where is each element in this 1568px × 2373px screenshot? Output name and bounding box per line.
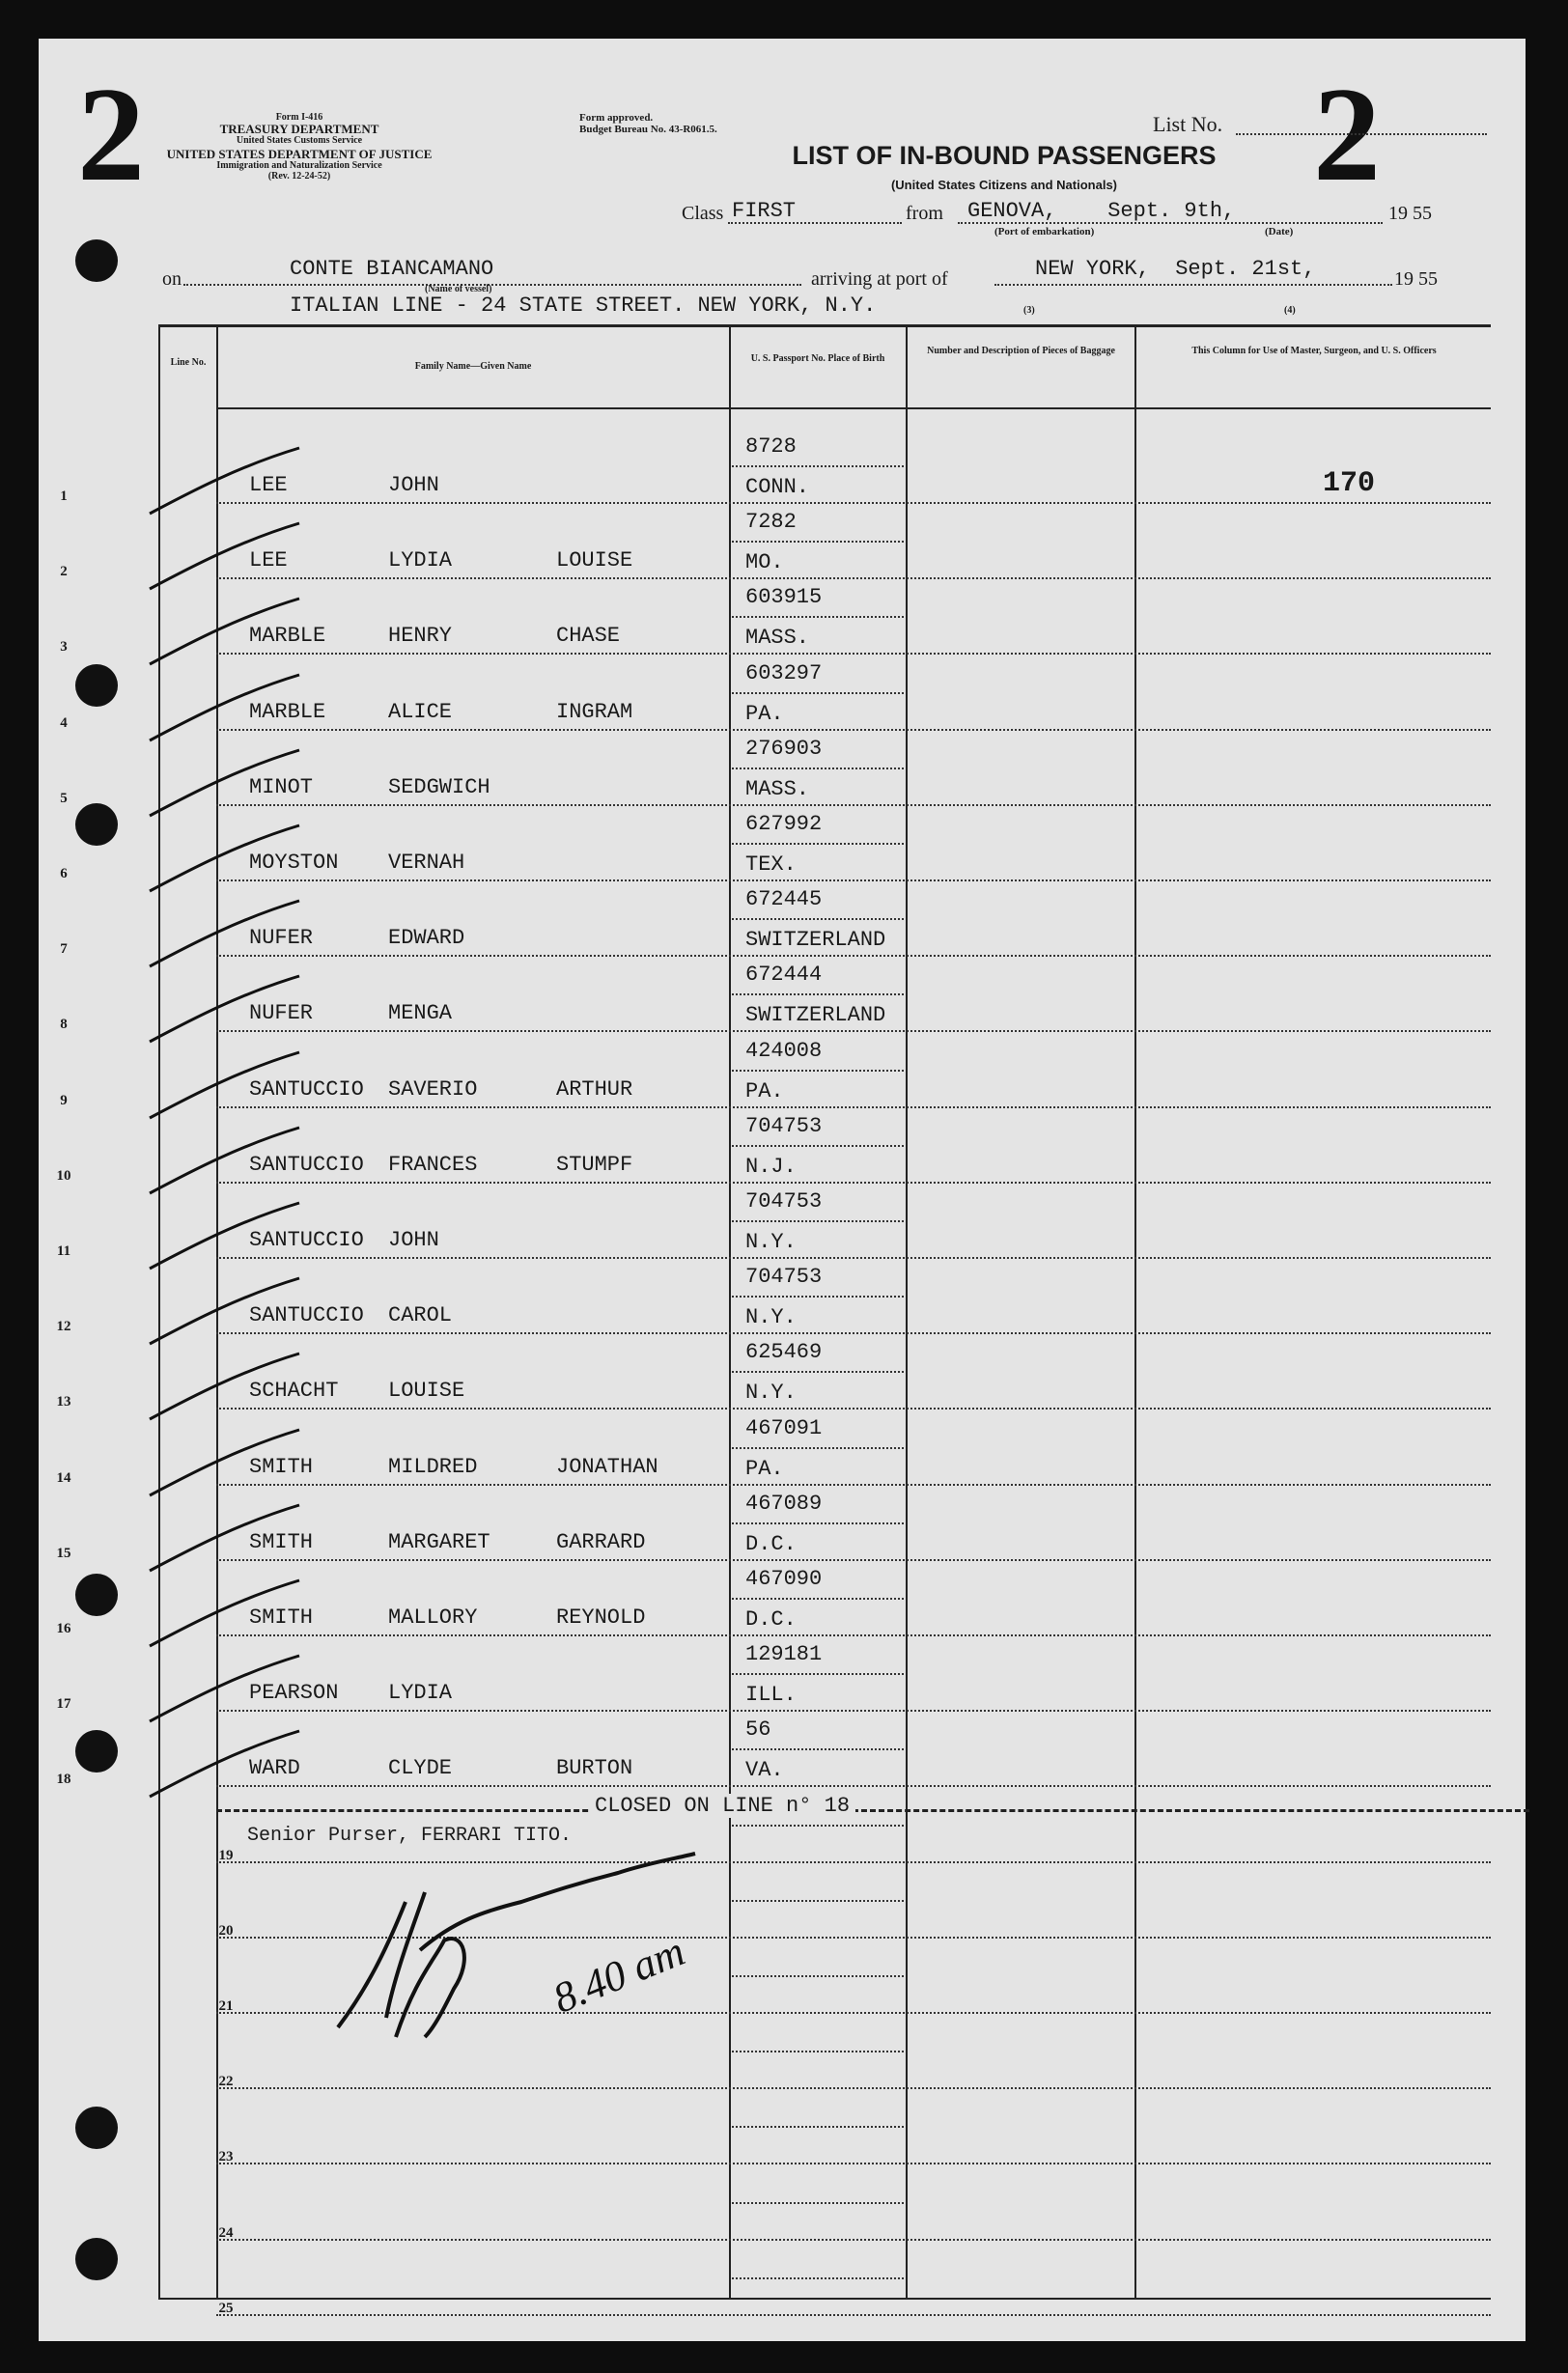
check-mark — [145, 1350, 309, 1427]
row-rule — [216, 1710, 1491, 1712]
year-embarkation: 19 55 — [1388, 203, 1432, 224]
page-title: LIST OF IN-BOUND PASSENGERS — [792, 141, 1217, 170]
arrival-line — [994, 284, 1392, 286]
place-of-birth: D.C. — [745, 1607, 797, 1632]
passport-number: 603297 — [745, 660, 823, 685]
row-rule — [216, 1484, 1491, 1486]
col-divider — [1134, 324, 1136, 2298]
line-number: 16 — [56, 1621, 71, 1636]
check-mark — [145, 1577, 309, 1654]
middle-name: BURTON — [556, 1756, 633, 1781]
revision-date: (Rev. 12-24-52) — [267, 171, 331, 181]
punch-hole — [75, 803, 118, 846]
place-of-birth: PA. — [745, 1078, 784, 1103]
middle-name: INGRAM — [556, 699, 633, 724]
caption-4: (4) — [1284, 305, 1296, 316]
year-arrival: 19 55 — [1394, 268, 1438, 290]
family-name: LEE — [249, 548, 288, 573]
place-of-birth: N.Y. — [745, 1381, 797, 1406]
passport-number: 129181 — [745, 1642, 823, 1667]
middle-name: ARTHUR — [556, 1076, 633, 1102]
given-name: VERNAH — [388, 851, 465, 875]
passport-mid-rule — [732, 1296, 904, 1298]
line-number: 4 — [60, 714, 68, 731]
given-name: EDWARD — [388, 926, 465, 951]
line-number: 3 — [60, 639, 68, 656]
officer-note: 170 — [1323, 467, 1376, 500]
arrival-port: NEW YORK, Sept. 21st, — [1035, 257, 1316, 281]
passport-mid-rule — [732, 1673, 904, 1675]
line-number: 1 — [60, 489, 68, 504]
passport-mid-rule — [732, 2202, 904, 2204]
row-rule — [216, 1030, 1491, 1032]
family-name: SMITH — [249, 1605, 314, 1630]
line-number: 6 — [60, 866, 68, 881]
family-name: MINOT — [249, 774, 314, 799]
line-number: 25 — [218, 2300, 234, 2316]
passport-mid-rule — [732, 1145, 904, 1147]
passport-mid-rule — [732, 541, 904, 543]
family-name: SANTUCCIO — [249, 1152, 364, 1177]
vessel-caption: (Name of vessel) — [425, 284, 492, 294]
passport-mid-rule — [732, 1220, 904, 1222]
check-mark — [145, 1124, 309, 1201]
line-number: 5 — [60, 790, 68, 806]
middle-name: REYNOLD — [556, 1605, 646, 1630]
list-no-label: List No. — [1153, 112, 1223, 136]
given-name: CAROL — [388, 1303, 453, 1328]
place-of-birth: D.C. — [745, 1531, 797, 1556]
check-mark — [145, 671, 309, 748]
line-number: 14 — [56, 1469, 71, 1486]
row-rule — [216, 955, 1491, 957]
line-number: 22 — [218, 2074, 234, 2090]
middle-name: GARRARD — [556, 1529, 646, 1554]
row-rule — [216, 577, 1491, 579]
punch-hole — [75, 664, 118, 707]
list-no-line — [1236, 133, 1487, 135]
passport-number: 276903 — [745, 736, 823, 761]
punch-hole — [75, 239, 118, 282]
family-name: SMITH — [249, 1454, 314, 1479]
line-number: 10 — [56, 1167, 71, 1184]
family-name: WARD — [249, 1756, 300, 1781]
check-mark — [145, 972, 309, 1049]
given-name: HENRY — [388, 624, 453, 649]
row-rule — [216, 1182, 1491, 1184]
passport-number: 672444 — [745, 963, 823, 988]
passport-mid-rule — [732, 1900, 904, 1902]
line-number: 7 — [60, 941, 68, 958]
passport-number: 467089 — [745, 1491, 823, 1516]
row-rule — [216, 1634, 1491, 1636]
from-line — [958, 222, 1383, 224]
check-mark — [145, 1199, 309, 1276]
check-mark — [145, 1501, 309, 1578]
row-rule — [216, 879, 1491, 881]
family-name: LEE — [249, 473, 288, 497]
row-rule — [216, 729, 1491, 731]
passport-number: 603915 — [745, 585, 823, 610]
line-number: 15 — [56, 1545, 71, 1561]
given-name: ALICE — [388, 699, 453, 724]
passport-number: 8728 — [745, 434, 797, 459]
passport-number: 467090 — [745, 1567, 823, 1591]
passport-number: 424008 — [745, 1038, 823, 1063]
passport-mid-rule — [732, 692, 904, 694]
col-header-name: Family Name—Given Name — [414, 361, 532, 372]
vessel-line — [183, 284, 801, 286]
middle-name: CHASE — [556, 624, 621, 649]
family-name: MOYSTON — [249, 851, 339, 875]
line-number: 12 — [56, 1319, 71, 1335]
middle-name: LOUISE — [556, 548, 633, 573]
check-mark — [145, 595, 309, 672]
row-rule — [216, 1106, 1491, 1108]
family-name: SANTUCCIO — [249, 1228, 364, 1252]
check-mark — [145, 1727, 309, 1804]
passport-number: 704753 — [745, 1265, 823, 1290]
handwritten-time: 8.40 am — [546, 1927, 691, 2023]
line-number: 11 — [56, 1243, 71, 1259]
place-of-birth: N.Y. — [745, 1230, 797, 1254]
place-of-birth: SWITZERLAND — [745, 928, 886, 953]
passport-mid-rule — [732, 1371, 904, 1373]
passport-number: 7282 — [745, 510, 797, 535]
check-mark — [145, 1048, 309, 1126]
check-mark — [145, 519, 309, 597]
passport-mid-rule — [732, 465, 904, 467]
passport-number: 56 — [745, 1717, 771, 1743]
passport-mid-rule — [732, 843, 904, 845]
col-header-officers: This Column for Use of Master, Surgeon, and U. S. Officers — [1191, 346, 1437, 356]
place-of-birth: VA. — [745, 1758, 784, 1783]
family-name: SCHACHT — [249, 1379, 339, 1404]
senior-purser: Senior Purser, FERRARI TITO. — [247, 1825, 573, 1847]
row-rule — [216, 2087, 1491, 2089]
passport-number: 704753 — [745, 1189, 823, 1214]
list-number-large: 2 — [1313, 60, 1381, 209]
given-name: SEDGWICH — [388, 774, 490, 799]
family-name: NUFER — [249, 1001, 314, 1026]
passport-mid-rule — [732, 1070, 904, 1072]
passport-mid-rule — [732, 768, 904, 769]
passport-mid-rule — [732, 2051, 904, 2052]
place-of-birth: N.Y. — [745, 1305, 797, 1330]
from-label: from — [906, 203, 943, 224]
from-value: GENOVA, Sept. 9th, — [967, 199, 1236, 223]
given-name: FRANCES — [388, 1152, 478, 1177]
line-number: 19 — [218, 1847, 234, 1863]
passport-mid-rule — [732, 616, 904, 618]
given-name: LOUISE — [388, 1379, 465, 1404]
row-rule — [216, 502, 1491, 504]
manifest-page — [39, 39, 1526, 2341]
corner-number: 2 — [77, 60, 145, 209]
row-rule — [216, 2314, 1491, 2316]
class-value: FIRST — [732, 199, 797, 223]
place-of-birth: PA. — [745, 1456, 784, 1481]
table-bottom-border — [158, 2298, 1491, 2300]
passport-number: 627992 — [745, 812, 823, 836]
passport-mid-rule — [732, 918, 904, 920]
punch-hole — [75, 2238, 118, 2280]
given-name: LYDIA — [388, 548, 453, 573]
treasury-department: TREASURY DEPARTMENT — [219, 122, 379, 136]
col-header-baggage: Number and Description of Pieces of Baggage — [927, 346, 1115, 356]
place-of-birth: PA. — [745, 701, 784, 726]
place-of-birth: ILL. — [745, 1683, 797, 1708]
customs-service: United States Customs Service — [236, 135, 363, 146]
col-header-line-no: Line No. — [170, 357, 207, 368]
place-of-birth: MASS. — [745, 776, 810, 801]
family-name: SANTUCCIO — [249, 1303, 364, 1328]
place-of-birth: MO. — [745, 550, 784, 575]
punch-hole — [75, 2107, 118, 2149]
given-name: MALLORY — [388, 1605, 478, 1630]
given-name: JOHN — [388, 473, 439, 497]
closing-dash-line — [216, 1809, 1529, 1812]
passport-number: 625469 — [745, 1340, 823, 1365]
passport-number: 672445 — [745, 887, 823, 912]
line-number: 21 — [218, 1998, 234, 2014]
line-number: 17 — [56, 1696, 71, 1713]
closed-on-line: CLOSED ON LINE n° 18 — [589, 1794, 855, 1818]
passport-mid-rule — [732, 1748, 904, 1750]
department-of-justice: UNITED STATES DEPARTMENT OF JUSTICE — [166, 147, 433, 161]
family-name: NUFER — [249, 926, 314, 951]
line-owner: ITALIAN LINE - 24 STATE STREET. NEW YORK, N.Y. — [290, 293, 877, 318]
given-name: MARGARET — [388, 1529, 490, 1554]
col-header-passport: U. S. Passport No. Place of Birth — [750, 353, 885, 364]
line-number: 18 — [56, 1772, 71, 1788]
on-label: on — [162, 268, 182, 290]
row-rule — [216, 1559, 1491, 1561]
check-mark — [145, 1426, 309, 1503]
class-line — [728, 222, 902, 224]
arriving-label: arriving at port of — [811, 268, 948, 290]
check-mark — [145, 1274, 309, 1352]
passport-number: 467091 — [745, 1415, 823, 1440]
check-mark — [145, 746, 309, 824]
row-rule — [216, 2239, 1491, 2241]
place-of-birth: MASS. — [745, 626, 810, 651]
family-name: MARBLE — [249, 699, 326, 724]
row-rule — [216, 1257, 1491, 1259]
table-top-border — [158, 324, 1491, 327]
class-label: Class — [682, 203, 724, 224]
passport-mid-rule — [732, 1522, 904, 1524]
port-embarkation-caption: (Port of embarkation) — [994, 226, 1095, 237]
passport-mid-rule — [732, 1447, 904, 1449]
family-name: SMITH — [249, 1529, 314, 1554]
passport-number: 704753 — [745, 1113, 823, 1138]
passport-mid-rule — [732, 1975, 904, 1977]
punch-hole — [75, 1574, 118, 1616]
row-rule — [216, 804, 1491, 806]
passport-mid-rule — [732, 2126, 904, 2128]
check-mark — [145, 1652, 309, 1729]
family-name: PEARSON — [249, 1681, 339, 1706]
check-mark — [145, 897, 309, 974]
vessel-name: CONTE BIANCAMANO — [290, 257, 494, 281]
row-rule — [216, 2163, 1491, 2164]
line-number: 24 — [218, 2224, 234, 2241]
line-number: 9 — [60, 1092, 68, 1108]
passport-mid-rule — [732, 993, 904, 995]
family-name: MARBLE — [249, 624, 326, 649]
given-name: LYDIA — [388, 1681, 453, 1706]
family-name: SANTUCCIO — [249, 1076, 364, 1102]
place-of-birth: TEX. — [745, 852, 797, 877]
passport-mid-rule — [732, 2277, 904, 2279]
check-mark — [145, 822, 309, 899]
given-name: CLYDE — [388, 1756, 453, 1781]
row-rule — [216, 653, 1491, 655]
row-rule — [216, 1408, 1491, 1410]
budget-bureau: Budget Bureau No. 43-R061.5. — [579, 124, 717, 135]
line-number: 23 — [218, 2149, 234, 2165]
immigration-service: Immigration and Naturalization Service — [216, 160, 382, 171]
punch-hole — [75, 1730, 118, 1773]
line-number: 2 — [60, 564, 68, 580]
given-name: MILDRED — [388, 1454, 478, 1479]
check-mark — [145, 444, 309, 521]
header-bottom-border — [216, 407, 1491, 409]
passport-mid-rule — [732, 1598, 904, 1600]
row-rule — [216, 1785, 1491, 1787]
form-number: Form I-416 — [275, 112, 323, 123]
line-number: 8 — [60, 1017, 68, 1033]
page-subtitle: (United States Citizens and Nationals) — [890, 178, 1118, 192]
middle-name: STUMPF — [556, 1152, 633, 1177]
place-of-birth: CONN. — [745, 475, 810, 499]
date-caption: (Date) — [1265, 226, 1294, 237]
line-number: 20 — [218, 1922, 234, 1939]
caption-3: (3) — [1023, 305, 1035, 316]
form-approved: Form approved. — [579, 112, 654, 124]
passport-mid-rule — [732, 1825, 904, 1827]
col-divider — [906, 324, 908, 2298]
middle-name: JONATHAN — [556, 1454, 658, 1479]
given-name: MENGA — [388, 1001, 453, 1026]
line-number: 13 — [56, 1394, 71, 1410]
given-name: SAVERIO — [388, 1076, 478, 1102]
place-of-birth: SWITZERLAND — [745, 1003, 886, 1028]
given-name: JOHN — [388, 1228, 439, 1252]
place-of-birth: N.J. — [745, 1154, 797, 1179]
row-rule — [216, 1332, 1491, 1334]
